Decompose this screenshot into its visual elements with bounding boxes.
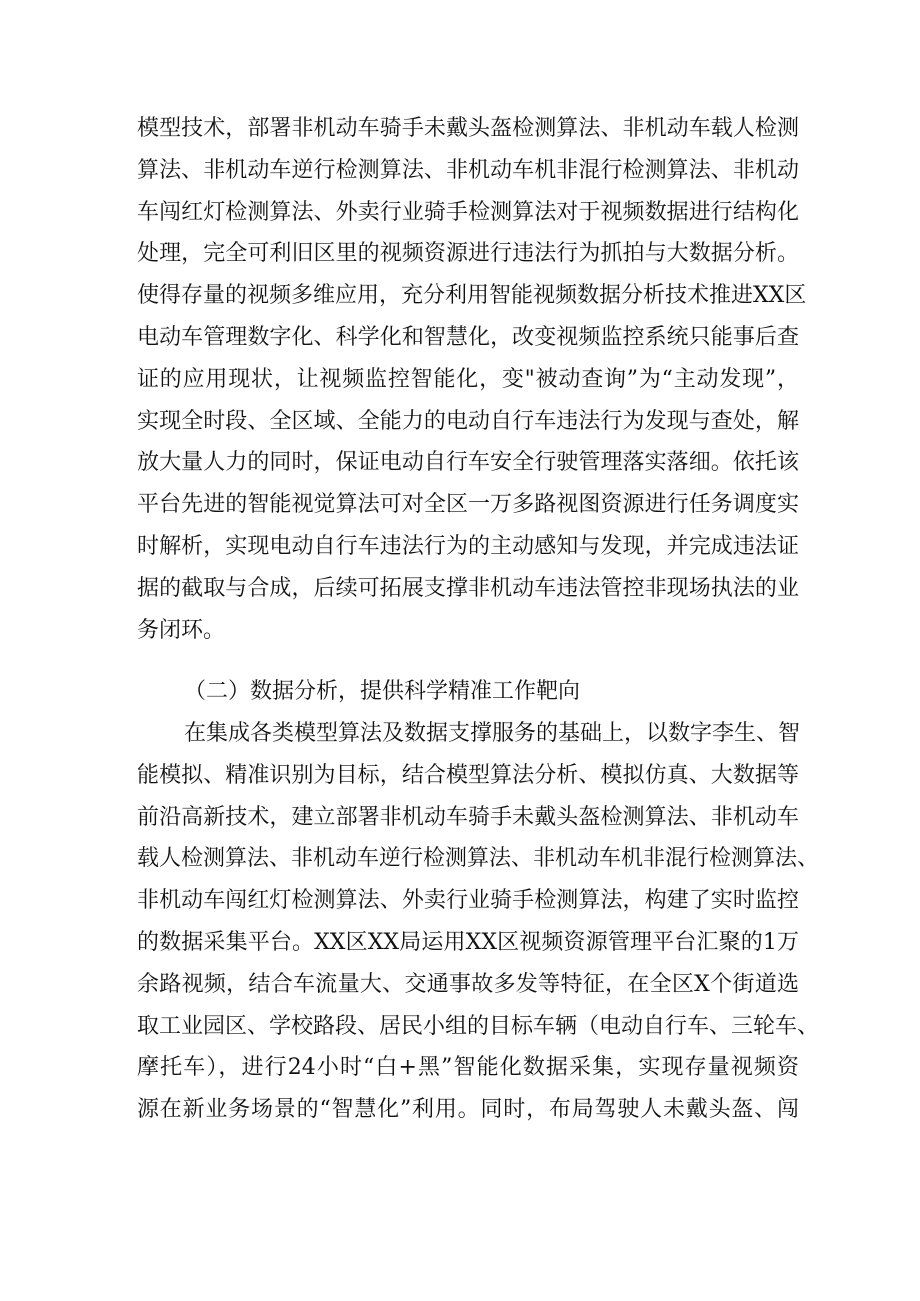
paragraph-2-line: 能模拟、精准识别为目标，结合模型算法分析、模拟仿真、大数据等 xyxy=(137,762,799,788)
paragraph-1-line: 据的截取与合成，后续可拓展支撑非机动车违法管控非现场执法的业 xyxy=(137,575,799,601)
paragraph-2-line: 源在新业务场景的“智慧化”利用。同时，布局驾驶人未戴头盔、闯 xyxy=(137,1097,799,1123)
paragraph-1-line: 平台先进的智能视觉算法可对全区一万多路视图资源进行任务调度实 xyxy=(137,492,799,518)
paragraph-2-line: 摩托车），进行24小时“白+黑”智能化数据采集，实现存量视频资 xyxy=(137,1055,799,1081)
section-heading: （二）数据分析，提供科学精准工作靶向 xyxy=(184,679,581,704)
paragraph-2-line: 非机动车闯红灯检测算法、外卖行业骑手检测算法，构建了实时监控 xyxy=(137,888,799,914)
paragraph-1-line: 电动车管理数字化、科学化和智慧化，改变视频监控系统只能事后查 xyxy=(137,324,799,350)
paragraph-1-line: 车闯红灯检测算法、外卖行业骑手检测算法对于视频数据进行结构化 xyxy=(137,199,799,225)
paragraph-1-line: 时解析，实现电动自行车违法行为的主动感知与发现，并完成违法证 xyxy=(137,533,799,559)
paragraph-1-line: 放大量人力的同时，保证电动自行车安全行驶管理落实落细。依托该 xyxy=(137,450,799,476)
paragraph-2-line: 在集成各类模型算法及数据支撑服务的基础上，以数字李生、智 xyxy=(184,721,801,746)
paragraph-1-line: 证的应用现状，让视频监控智能化，变"被动查询”为“主动发现”， xyxy=(137,366,799,392)
paragraph-1-line: 务闭环。 xyxy=(137,617,226,643)
paragraph-2-line: 取工业园区、学校路段、居民小组的目标车辆（电动自行车、三轮车、 xyxy=(137,1013,820,1039)
paragraph-1 xyxy=(137,108,807,651)
paragraph-1-line: 算法、非机动车逆行检测算法、非机动车机非混行检测算法、非机动 xyxy=(137,157,799,183)
paragraph-1-line: 使得存量的视频多维应用，充分利用智能视频数据分析技术推进XX区 xyxy=(137,283,807,309)
paragraph-2 xyxy=(137,713,820,1131)
paragraph-1-line: 处理，完全可利旧区里的视频资源进行违法行为抓拍与大数据分析。 xyxy=(137,241,799,267)
paragraph-2-line: 载人检测算法、非机动车逆行检测算法、非机动车机非混行检测算法、 xyxy=(137,846,820,872)
paragraph-1-line: 实现全时段、全区域、全能力的电动自行车违法行为发现与查处，解 xyxy=(137,408,799,434)
paragraph-2-line: 前沿高新技术，建立部署非机动车骑手未戴头盔检测算法、非机动车 xyxy=(137,804,799,830)
paragraph-1-line: 模型技术，部署非机动车骑手未戴头盔检测算法、非机动车载人检测 xyxy=(137,116,799,141)
paragraph-2-line: 余路视频，结合车流量大、交通事故多发等特征，在全区X个街道选 xyxy=(137,971,799,997)
paragraph-2-line: 的数据采集平台。XX区XX局运用XX区视频资源管理平台汇聚的1万 xyxy=(137,929,799,955)
